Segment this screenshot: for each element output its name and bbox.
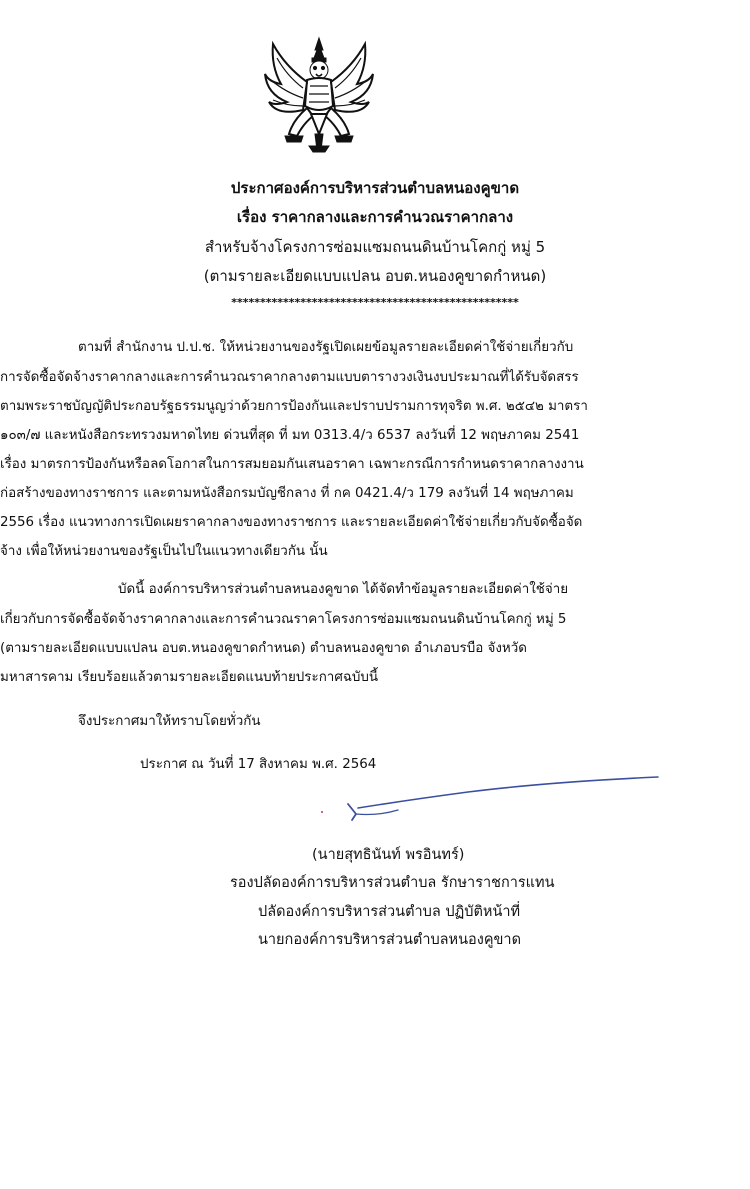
signer-position: ปลัดองค์การบริหารส่วนตำบล ปฏิบัติหน้าที่ [258,904,521,920]
signer-position: นายกองค์การบริหารส่วนตำบลหนองคูขาด [258,932,521,948]
paragraph-1-line: ตามพระราชบัญญัติประกอบรัฐธรรมนูญว่าด้วยการป้องกันและปราบปรามการทุจริต พ.ศ. ๒๕๔๒ มาตรา [0,399,588,414]
paragraph-2-line: เกี่ยวกับการจัดซื้อจัดจ้างราคากลางและการคำนวณราคาโครงการซ่อมแซมถนนดินบ้านโคกกู่ หมู่ 5 [0,612,567,627]
paragraph-1-line: ๑๐๓/๗ และหนังสือกระทรวงมหาดไทย ด่วนที่สุด ที่ มท 0313.4/ว 6537 ลงวันที่ 12 พฤษภาคม 2541 [0,428,580,443]
paragraph-1-line: การจัดซื้อจัดจ้างราคากลางและการคำนวณราคากลางตามแบบตารางวงเงินงบประมาณที่ได้รับจัดสรร [0,370,579,385]
paragraph-2-line: (ตามรายละเอียดแบบแปลน อบต.หนองคูขาดกำหนด) ตำบลหนองคูขาด อำเภอบรบือ จังหวัด [0,641,527,656]
signer-position: รองปลัดองค์การบริหารส่วนตำบล รักษาราชการแทน [230,875,555,891]
paragraph-1-line: เรื่อง มาตรการป้องกันหรือลดโอกาสในการสมยอมกันเสนอราคา เฉพาะกรณีการกำหนดราคากลางงาน [0,457,584,472]
announcement-date: ประกาศ ณ วันที่ 17 สิงหาคม พ.ศ. 2564 [140,757,377,772]
garuda-emblem-icon [263,36,375,154]
project-line: สำหรับจ้างโครงการซ่อมแซมถนนดินบ้านโคกกู่ หมู่ 5 [204,238,546,256]
paragraph-1-line: ตามที่ สำนักงาน ป.ป.ช. ให้หน่วยงานของรัฐเปิดเผยข้อมูลรายละเอียดค่าใช้จ่ายเกี่ยวกับ [78,340,574,355]
signer-name: (นายสุทธินันท์ พรอินทร์) [312,847,465,863]
announcement-title: ประกาศองค์การบริหารส่วนตำบลหนองคูขาด [230,179,520,197]
paragraph-1-line: จ้าง เพื่อให้หน่วยงานของรัฐเป็นไปในแนวทางเดียวกัน นั้น [0,544,328,559]
star-divider: ************************************************** [231,296,519,309]
closing-statement: จึงประกาศมาให้ทราบโดยทั่วกัน [78,714,261,729]
subject-line: เรื่อง ราคากลางและการคำนวณราคากลาง [236,208,514,226]
paragraph-1-line: ก่อสร้างของทางราชการ และตามหนังสือกรมบัญชีกลาง ที่ กค 0421.4/ว 179 ลงวันที่ 14 พฤษภาคม [0,486,574,501]
paragraph-2-line: มหาสารคาม เรียบร้อยแล้วตามรายละเอียดแนบท้ายประกาศฉบับนี้ [0,670,379,685]
project-detail-line: (ตามรายละเอียดแบบแปลน อบต.หนองคูขาดกำหนด) [203,267,547,285]
handwritten-signature-icon [318,770,663,830]
paragraph-1-line: 2556 เรื่อง แนวทางการเปิดเผยราคากลางของทางราชการ และรายละเอียดค่าใช้จ่ายเกี่ยวกับจัดซื้อจัด [0,515,583,530]
paragraph-2-line: บัดนี้ องค์การบริหารส่วนตำบลหนองคูขาด ได้จัดทำข้อมูลรายละเอียดค่าใช้จ่าย [118,582,569,597]
